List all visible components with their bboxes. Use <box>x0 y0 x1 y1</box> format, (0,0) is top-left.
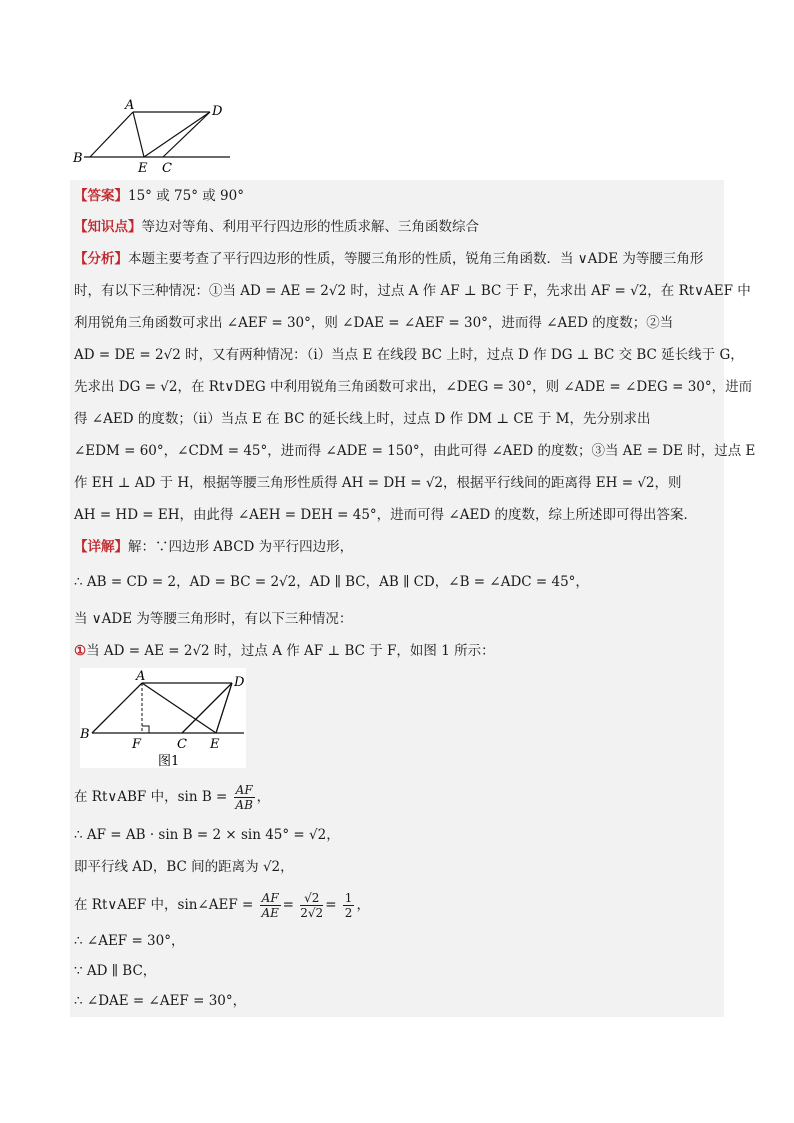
detail-line: 在 Rt∨AEF 中，sin∠AEF = $\frac{AF}{AE}$ = $\frac{√2}{2√2}$ = $\frac{1}{2}$ ， <box>74 891 370 920</box>
fraction: $\frac{AF}{AB}$ <box>235 783 253 812</box>
detail-line: 在 Rt∨ABF 中，sin B = $\frac{AF}{AB}$ ， <box>74 783 271 812</box>
analysis-line: 得 ∠AED 的度数；（ⅱ）当点 E 在 BC 的延长线上时，过点 D 作 DM ⊥ CE 于 M，先分别求出 <box>74 411 651 427</box>
analysis-line: 利用锐角三角函数可求出 ∠AEF = 30°，则 ∠DAE = ∠AEF = 30°，进而得 ∠AED 的度数；②当 <box>74 315 674 331</box>
figure-caption: 图1 <box>158 754 180 768</box>
detail-line: 当 ∨ADE 为等腰三角形时，有以下三种情况： <box>74 611 353 627</box>
fraction: $\frac{√2}{2√2}$ <box>300 891 324 920</box>
label-C: C <box>162 161 172 176</box>
detail-line: 【详解】解：∵四边形 ABCD 为平行四边形， <box>74 539 354 555</box>
analysis-line: 先求出 DG = √2，在 Rt∨DEG 中利用锐角三角函数可求出，∠DEG = 30°，则 ∠ADE = ∠DEG = 30°，进而 <box>74 379 753 395</box>
label-E: E <box>210 737 220 752</box>
label-E: E <box>138 161 148 176</box>
label-F: F <box>132 737 142 752</box>
label-C: C <box>177 737 187 752</box>
analysis-line: 【分析】本题主要考查了平行四边形的性质，等腰三角形的性质，锐角三角函数．当 ∨ADE 为等腰三角形 <box>74 251 704 267</box>
label-B: B <box>73 151 83 166</box>
parallelogram-figure <box>70 96 240 176</box>
fraction: $\frac{1}{2}$ <box>344 891 353 920</box>
answer-line: 【答案】15° 或 75° 或 90° <box>74 188 244 204</box>
analysis-line: 作 EH ⊥ AD 于 H，根据等腰三角形性质得 AH = DH = √2，根据平行线间的距离得 EH = √2，则 <box>74 475 682 491</box>
detail-line: ①当 AD = AE = 2√2 时，过点 A 作 AF ⊥ BC 于 F，如图 1 所示： <box>74 643 495 659</box>
fraction: $\frac{AF}{AE}$ <box>261 891 279 920</box>
figure-1 <box>80 668 246 768</box>
analysis-line: AD = DE = 2√2 时，又有两种情况：（ⅰ）当点 E 在线段 BC 上时，过点 D 作 DG ⊥ BC 交 BC 延长线于 G， <box>74 347 744 363</box>
detail-line: ∵ AD ∥ BC， <box>74 963 157 979</box>
detail-line: ∴ AB = CD = 2，AD = BC = 2√2，AD ∥ BC，AB ∥ CD，∠B = ∠ADC = 45°， <box>74 574 589 590</box>
knowledge-line: 【知识点】等边对等角、利用平行四边形的性质求解、三角函数综合 <box>74 219 479 235</box>
label-B: B <box>80 727 90 742</box>
detail-line: ∴ AF = AB · sin B = 2 × sin 45° = √2， <box>74 827 340 843</box>
detail-line: ∴ ∠DAE = ∠AEF = 30°， <box>74 993 247 1009</box>
label-A: A <box>136 669 146 684</box>
label-D: D <box>234 675 245 690</box>
analysis-line: ∠EDM = 60°，∠CDM = 45°，进而得 ∠ADE = 150°，由此可得 ∠AED 的度数；③当 AE = DE 时，过点 E <box>74 443 756 459</box>
analysis-line: 时，有以下三种情况：①当 AD = AE = 2√2 时，过点 A 作 AF ⊥ BC 于 F，先求出 AF = √2，在 Rt∨AEF 中 <box>74 283 751 299</box>
detail-line: 即平行线 AD，BC 间的距离为 √2， <box>74 859 294 875</box>
analysis-line: AH = HD = EH，由此得 ∠AEH = DEH = 45°，进而可得 ∠AED 的度数，综上所述即可得出答案． <box>74 507 698 523</box>
label-D: D <box>212 104 223 119</box>
label-A: A <box>125 98 135 113</box>
detail-line: ∴ ∠AEF = 30°， <box>74 933 185 949</box>
